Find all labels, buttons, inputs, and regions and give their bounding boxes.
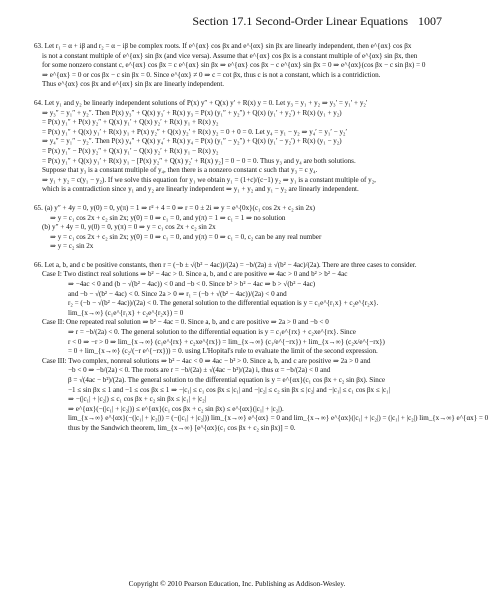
text-line: r₂ = (−b − √(b² − 4ac))/(2a) < 0. The general solution to the differential equation is y = c₁e^{r₁x} + c₂e^{r₂x}. [68,299,379,308]
text-line: 63. Let r₁ = α + iβ and r₂ = α − iβ be complex roots. If e^{αx} cos βx and e^{αx} sin βx are linearly independent, then e^{αx} cos βx [34,42,412,50]
text-line: for some nonzero constant c, e^{αx} cos βx = c e^{αx} sin βx ⇒ e^{αx} cos βx − c e^{αx} sin βx = 0 ⇒ e^{αx}(cos βx − c sin βx) = 0 [42,61,426,70]
text-line: ⇒ y = c₂ sin 2x [50,242,94,251]
case-3 [34,356,488,434]
text-line: ⇒ y = c₁ cos 2x + c₂ sin 2x; y(0) = 0 ⇒ c₁ = 0, and y(π) = 0 ⇒ c₁ = 0, c₂ can be any real number [50,232,322,241]
text-line: ⇒ y₄″ = y₁″ − y₂″. Then P(x) y₄″ + Q(x) y₄′ + R(x) y₄ = P(x) (y₁″ − y₂″) + Q(x) (y₁′ − y₂′) + R(x) (y₁ − y₂) [42,137,342,146]
text-line: ⇒ e^{αx} = 0 or cos βx − c sin βx = 0. Since e^{αx} ≠ 0 ⇒ c = cot βx, thus c is not a constant, which is a contridiction. [42,70,381,79]
running-header [0,14,442,29]
text-line: = P(x) y₁″ + Q(x) y₁′ + R(x) y₁ + P(x) y₂″ + Q(x) y₂′ + R(x) y₂ = 0 + 0 = 0. Let y₄ = y₁ − y₂ ⇒ y₄′ = y₁′ − y₂′ [42,127,348,136]
case-1 [34,270,446,318]
text-line: ⇒ y₃″ = y₁″ + y₂″. Then P(x) y₃″ + Q(x) y₃′ + R(x) y₃ = P(x) (y₁″ + y₂″) + Q(x) (y₁′ + y₂′) + R(x) (y₁ + y₂) [42,108,342,117]
problem-63 [34,42,446,90]
text-line: Suppose that y₃ is a constant multiple of y₄, then there is a nonzero constant c such that y₃ = c y₄. [42,166,318,175]
text-line: Case III: Two complex, nonreal solutions ⇒ b² − 4ac < 0 ⇒ 4ac − b² > 0. Since a, b, and c are positive ⇒ 2a > 0 and [42,356,371,365]
text-line: β = √(4ac − b²)/(2a). The general solution to the differential equation is y = e^{αx}(c₁ cos βx + c₂ sin βx). Since [68,376,386,384]
text-line: = P(x) y₁″ + Q(x) y₁′ + R(x) y₁ − [P(x) y₂″ + Q(x) y₂′ + R(x) y₂] = 0 − 0 = 0. Thus y₃ and y₄ are both solutions. [42,156,356,165]
copyright-footer: Copyright © 2010 Pearson Education, Inc. Publishing as Addison-Wesley. [128,579,346,588]
text-line: ⇒ y = c₁ cos 2x + c₂ sin 2x; y(0) = 0 ⇒ c₁ = 0, and y(π) = 1 ⇒ c₁ = 1 ⇒ no solution [50,213,286,222]
text-line: ⇒ −4ac < 0 and (b − √(b² − 4ac)) < 0 and −b < 0. Since b² > b² − 4ac ⇒ b > √(b² − 4ac) [68,280,316,289]
section-title: Section 17.1 Second-Order Linear Equations [192,14,408,28]
text-line: r < 0 ⇒ −r > 0 ⇒ lim_{x→∞} (c₁e^{rx} + c₂xe^{rx}) = lim_{x→∞} (c₁/e^{−rx}) + lim_{x→∞} (c₂x/e^{−rx}) [68,337,385,346]
text-line: lim_{x→∞} (c₁e^{r₁x} + c₂e^{r₂x}) = 0 [68,308,184,317]
text-line: 66. Let a, b, and c be positive constants, then r = (−b ± √(b² − 4ac))/(2a) = −b/(2a) ± √(b² − 4ac)/(2a). There are three cases to consider. [34,260,417,269]
text-line: = P(x) y₁″ − P(x) y₂″ + Q(x) y₁′ − Q(x) y₂′ + R(x) y₁ − R(x) y₂ [42,146,219,155]
text-line: ⇒ y₁ + y₂ = c(y₁ − y₂). If we solve this equation for y₁ we obtain y₁ = (1+c)/(c−1) y₂ ⇒ y₁ is a constant multiple of y₂, [42,175,376,184]
text-line: is not a constant multiple of e^{αx} sin βx (and vice versa). Assume that e^{αx} cos βx is a constant multiple of e^{αx} sin βx, then [42,51,418,60]
problem-66 [34,260,488,434]
text-line: and −b − √(b² − 4ac) < 0. Since 2a > 0 ⇒ r₁ = (−b + √(b² − 4ac))/(2a) < 0 and [68,289,287,298]
text-line: ⇒ e^{αx}(−(|c₁| + |c₂|)) ≤ e^{αx}(c₁ cos βx + c₂ sin βx) ≤ e^{αx}(|c₁| + |c₂|). [68,404,284,413]
case-2 [34,318,446,356]
page-content [34,42,488,443]
text-line: 64. Let y₁ and y₂ be linearly independent solutions of P(x) y″ + Q(x) y′ + R(x) y = 0. Let y₃ = y₁ + y₂ ⇒ y₃′ = y₁′ + y₂′ [34,98,368,107]
text-line: lim_{x→∞} e^{αx}(−(|c₁| + |c₂|)) = (−(|c₁| + |c₂|)) lim_{x→∞} e^{αx} = 0 and lim_{x→∞} e^{αx}(|c₁| + |c₂|) = (|c₁| + |c₂|) lim_{x→∞} e^{αx} = 0 [68,414,488,423]
text-line: ⇒ r = −b/(2a) < 0. The general solution to the differential equation is y = c₁e^{rx} + c₂xe^{rx}. Since [68,328,356,337]
text-line: = P(x) y₁″ + P(x) y₂″ + Q(x) y₁′ + Q(x) y₂′ + R(x) y₁ + R(x) y₂ [42,118,219,127]
text-line: −b < 0 ⇒ −b/(2a) < 0. The roots are r = −b/(2a) ± √(4ac − b²)/(2a) i, thus α = −b/(2a) < 0 and [68,366,331,375]
text-line: Case I: Two distinct real solutions ⇒ b² − 4ac > 0. Since a, b, and c are positive ⇒ 4ac > 0 and b² > b² − 4ac [42,270,348,279]
text-line: −1 ≤ sin βx ≤ 1 and −1 ≤ cos βx ≤ 1 ⇒ −|c₁| ≤ c₁ cos βx ≤ |c₁| and −|c₂| ≤ c₂ sin βx ≤ |c₂| and −|c₁| ≤ c₁ cos βx ≤ |c₁| [68,385,390,394]
text-line: ⇒ −(|c₁| + |c₂|) ≤ c₁ cos βx + c₂ sin βx ≤ |c₁| + |c₂| [68,395,207,404]
text-line: Thus e^{αx} cos βx and e^{αx} sin βx are linearly independent. [42,80,225,89]
text-line: which is a contradiction since y₁ and y₂ are linearly independent ⇒ y₁ + y₂ and y₁ − y₂ are linearly independent. [42,185,359,194]
text-line: Case II: One repeated real solution ⇒ b² − 4ac = 0. Since a, b, and c are positive ⇒ 2a > 0 and −b < 0 [42,318,329,327]
problem-65 [34,204,446,252]
problem-64 [34,99,446,195]
text-line: = 0 + lim_{x→∞} (c₂/(−r e^{−rx})) = 0. using L'Hopital's rule to evaluate the limit of the second expression. [68,347,378,356]
text-line: thus by the Sandwich theorem, lim_{x→∞} [e^{αx}(c₁ cos βx + c₂ sin βx)] = 0. [68,423,296,432]
text-line: 65. (a) y″ + 4y = 0, y(0) = 0, y(π) = 1 ⇒ r² + 4 = 0 ⇒ r = 0 ± 2i ⇒ y = e^{0x}(c₁ cos 2x + c₂ sin 2x) [34,203,316,212]
page-number: 1007 [418,14,442,28]
text-line: (b) y″ + 4y = 0, y(0) = 0, y(π) = 0 ⇒ y = c₁ cos 2x + c₂ sin 2x [42,223,216,232]
